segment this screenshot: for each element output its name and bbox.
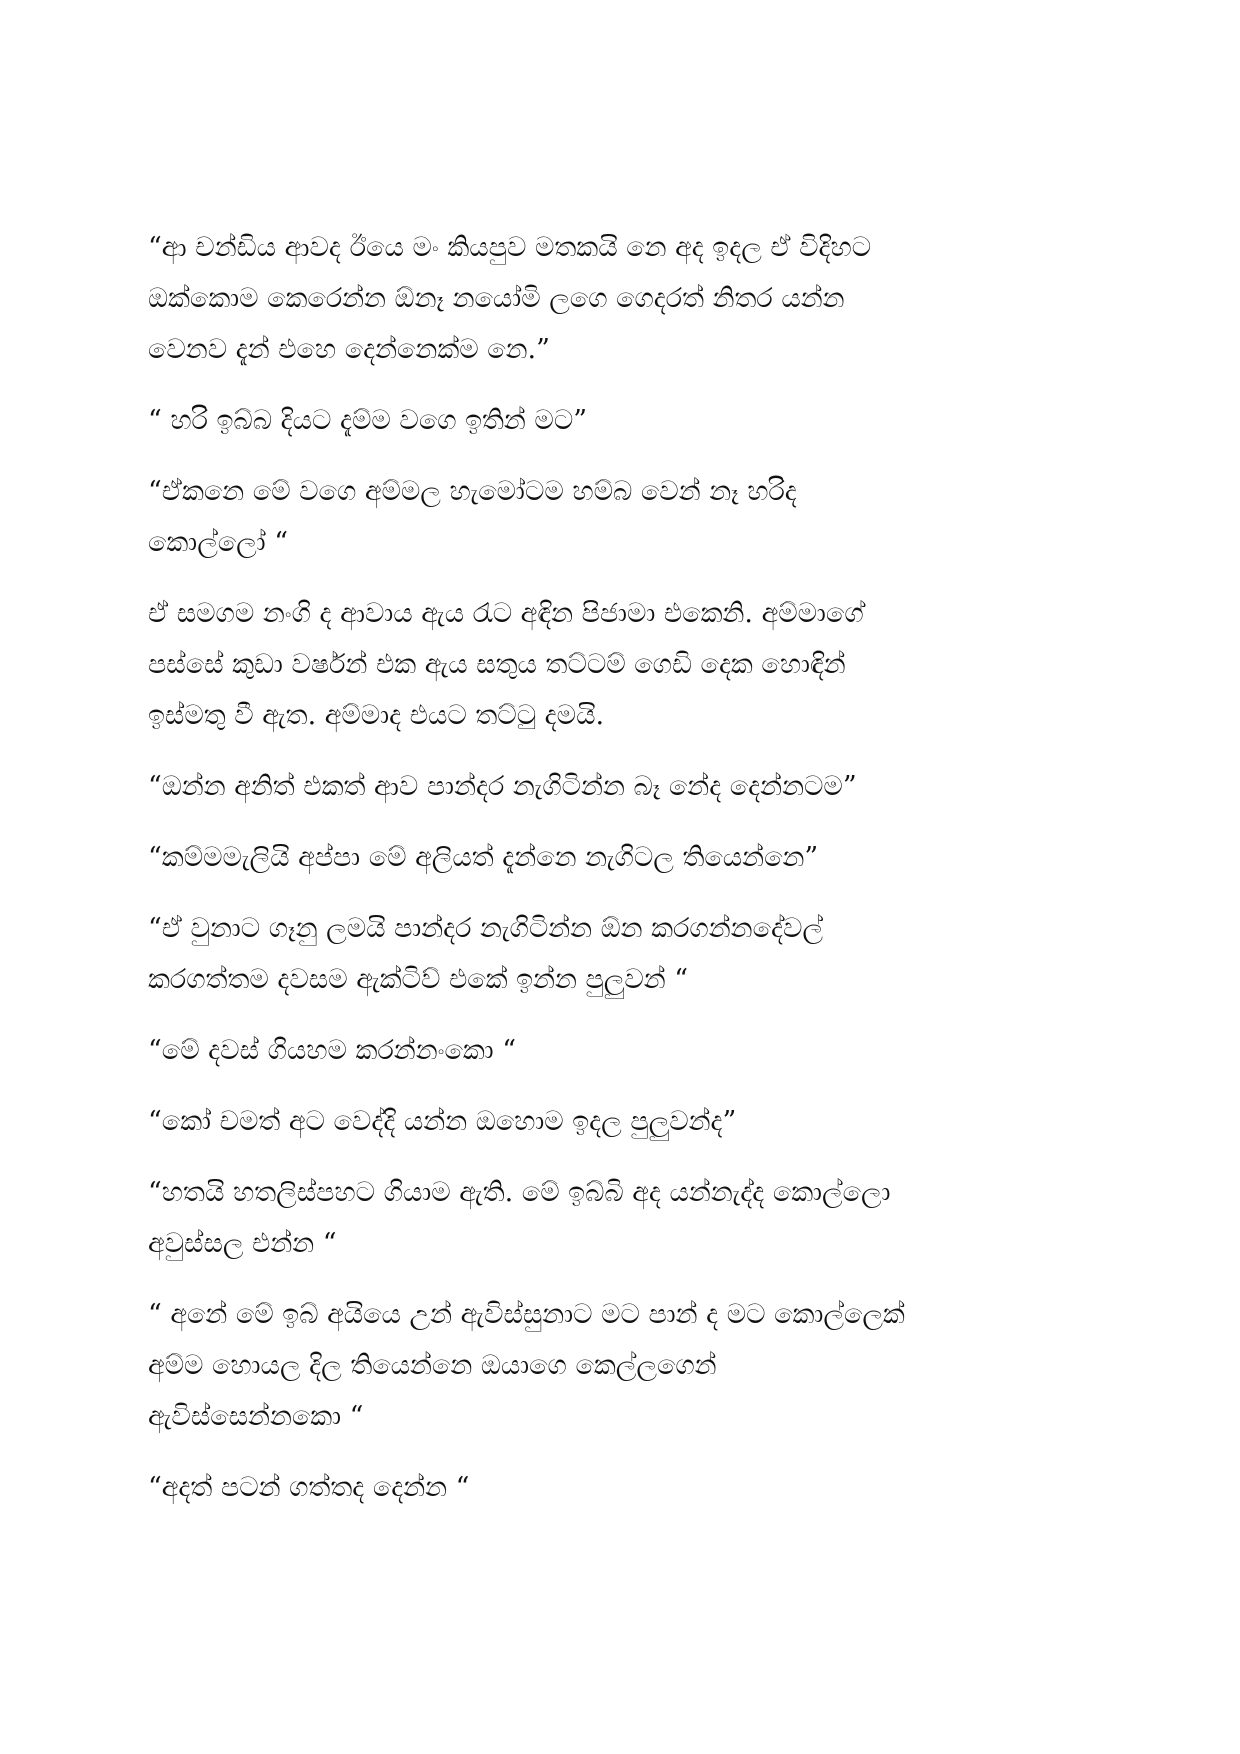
paragraph — [148, 1096, 1108, 1147]
text-line: “කෝ චමත් අට වෙද්දි යන්න ඔහොම ඉදල පුලුවන්ද” — [148, 1106, 737, 1137]
text-line: “ අනේ මේ ඉබ් අයියෙ උන් ඇවිස්සුනාට මට පාන් ද මට කොල්ලෙක් — [148, 1299, 905, 1330]
paragraph — [148, 588, 1108, 741]
text-line: වෙනව දැන් එහෙ දෙන්නෙක්ම නෙ.” — [148, 334, 550, 365]
text-line: “කම්මමැලියි අප්පා මේ අලියත් දැන්නෙ නැගිටල තියෙන්නෙ” — [148, 842, 819, 873]
text-line: ඒ සමගම නංගි ද ආවාය ඇය රැට අඳින පිජාමා එකෙනි. අම්මාගේ — [148, 598, 864, 629]
paragraph — [148, 1167, 1108, 1269]
text-line: “ හරි ඉබ්බ දියට දැම්ම වගෙ ඉතින් මට” — [148, 405, 588, 436]
paragraph — [148, 1025, 1108, 1076]
text-line: “ආ චන්ඩිය ආවද ඊයෙ මං කියපුව මතකයි නෙ අද ඉදල ඒ විදිහට — [148, 232, 872, 263]
text-line: “අදත් පටන් ගත්තද දෙන්න “ — [148, 1472, 470, 1503]
paragraph — [148, 1289, 1108, 1442]
text-line: “ඒකනෙ මේ වගෙ අම්මල හැමෝටම හම්බ වෙන් නෑ හරිද — [148, 476, 797, 507]
paragraph — [148, 1462, 1108, 1513]
text-line: “හතයි හතලිස්පහට ගියාම ඇති. මේ ඉබ්බි අද යන්නැද්ද කොල්ලො — [148, 1177, 891, 1208]
paragraph — [148, 761, 1108, 812]
text-line: ඉස්මතු වී ඇත. අම්මාද එයට තට්ටු දමයි. — [148, 700, 605, 731]
paragraph — [148, 222, 1108, 375]
document-text-body — [148, 222, 1108, 1533]
text-line: “මේ දවස් ගියහම කරන්නංකො “ — [148, 1035, 517, 1066]
text-line: කොල්ලෝ “ — [148, 527, 289, 558]
text-line: ඇවිස්සෙන්නකො “ — [148, 1401, 364, 1432]
text-line: “ඔන්න අනිත් එකත් ආව පාන්දර නැගිටින්න බෑ නේද දෙන්නටම” — [148, 771, 857, 802]
paragraph — [148, 832, 1108, 883]
paragraph — [148, 903, 1108, 1005]
paragraph — [148, 395, 1108, 446]
text-line: අම්ම හොයල දිල තියෙන්නෙ ඔයාගෙ කෙල්ලගෙන් — [148, 1350, 717, 1381]
text-line: “ඒ වුනාට ගෑනු ලමයි පාන්දර නැගිටින්න ඕන කරගන්නදේවල් — [148, 913, 823, 944]
text-line: අවුස්සල එන්න “ — [148, 1228, 337, 1259]
text-line: පස්සේ කුඩා වර්ෂන් එක ඇය සතුය තට්ටම් ගෙඩි දෙක හොඳින් — [148, 649, 846, 680]
text-line: කරගත්තම දවසම ඇක්ටිව් එකේ ඉන්න පුලුවන් “ — [148, 964, 689, 995]
text-line: ඔක්කොම කෙරෙන්න ඕනෑ නයෝමි ලගෙ ගෙදරත් නිතර යන්න — [148, 283, 845, 314]
paragraph — [148, 466, 1108, 568]
